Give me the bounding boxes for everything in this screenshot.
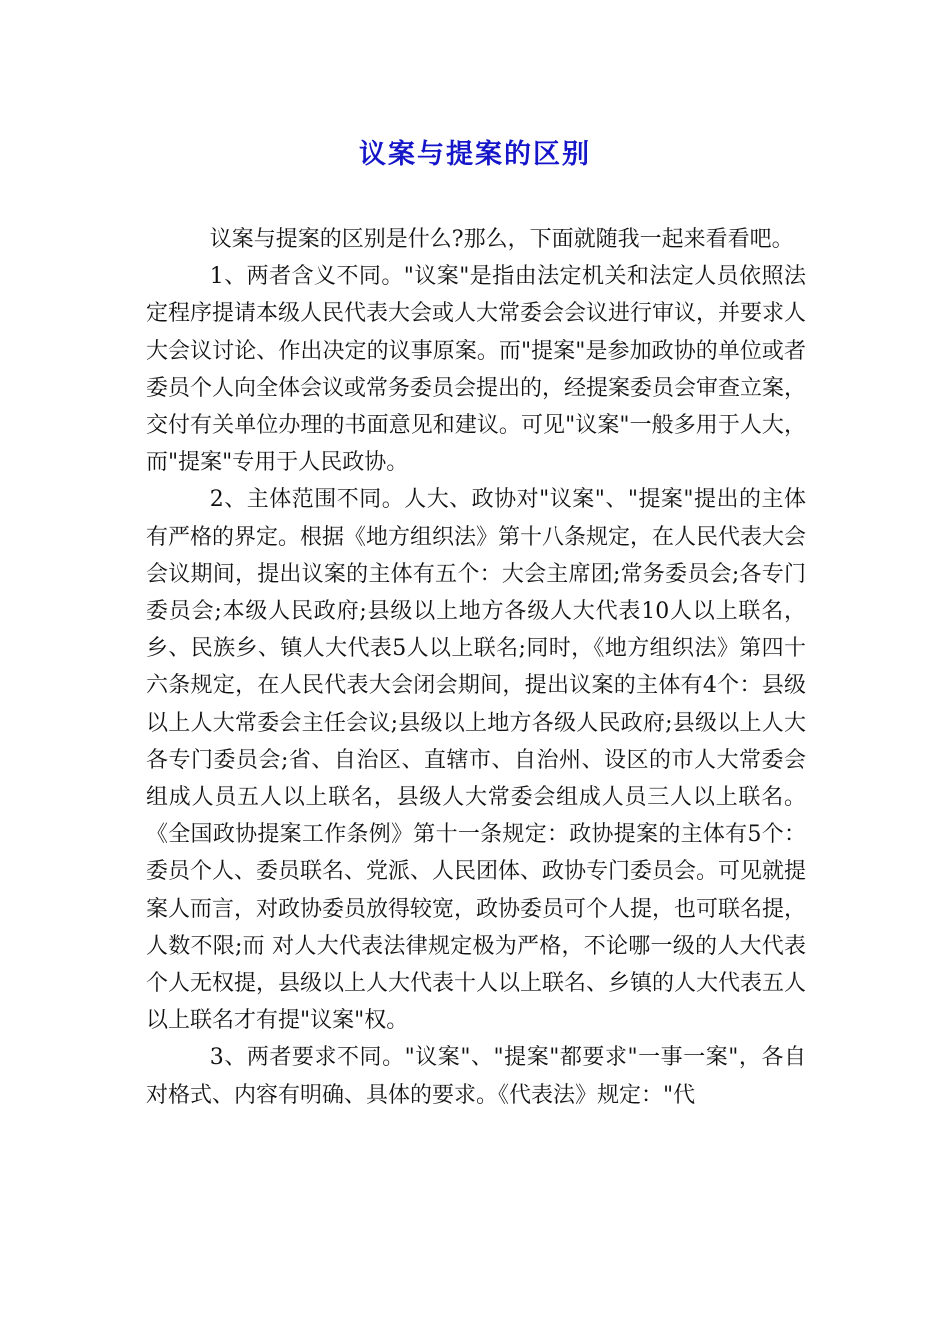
document-title: 议案与提案的区别 [359,139,591,170]
document-body [146,221,806,1114]
paragraph-2-subject-scope: 2、主体范围不同。人大、政协对"议案"、"提案"提出的主体有严格的界定。根据《地方组织法》第十八条规定，在人民代表大会会议期间，提出议案的主体有五个：大会主席团;常务委员会;各专门委员会;本级人民政府;县级以上地方各级人大代表10人以上联名，乡、民族乡、镇人大代表5人以上联名;同时，《地方组织法》第四十六条规定，在人民代表大会闭会期间，提出议案的主体有4个：县级以上人大常委会主任会议;县级以上地方各级人民政府;县级以上人大各专门委员会;省、自治区、直辖市、自治州、设区的市人大常委会组成人员五人以上联名，县级人大常委会组成人员三人以上联名。《全国政协提案工作条例》第十一条规定：政协提案的主体有5个：委员个人、委员联名、党派、人民团体、政协专门委员会。可见就提案人而言，对政协委员放得较宽，政协委员可个人提，也可联名提，人数不限;而 对人大代表法律规定极为严格，不论哪一级的人大代表个人无权提，县级以上人大代表十人以上联名、乡镇的人大代表五人以上联名才有提"议案"权。 [146,487,807,1034]
paragraph-3-requirements: 3、两者要求不同。"议案"、"提案"都要求"一事一案"，各自对格式、内容有明确、具体的要求。《代表法》规定："代 [146,1045,806,1108]
paragraph-intro: 议案与提案的区别是什么?那么，下面就随我一起来看看吧。 [209,227,794,252]
paragraph-1-definition: 1、两者含义不同。"议案"是指由法定机关和法定人员依照法定程序提请本级人民代表大会或人大常委会会议进行审议，并要求人大会议讨论、作出决定的议事原案。而"提案"是参加政协的单位或者委员个人向全体会议或常务委员会提出的，经提案委员会审查立案，交付有关单位办理的书面意见和建议。可见"议案"一般多用于人大，而"提案"专用于人民政协。 [146,264,807,476]
